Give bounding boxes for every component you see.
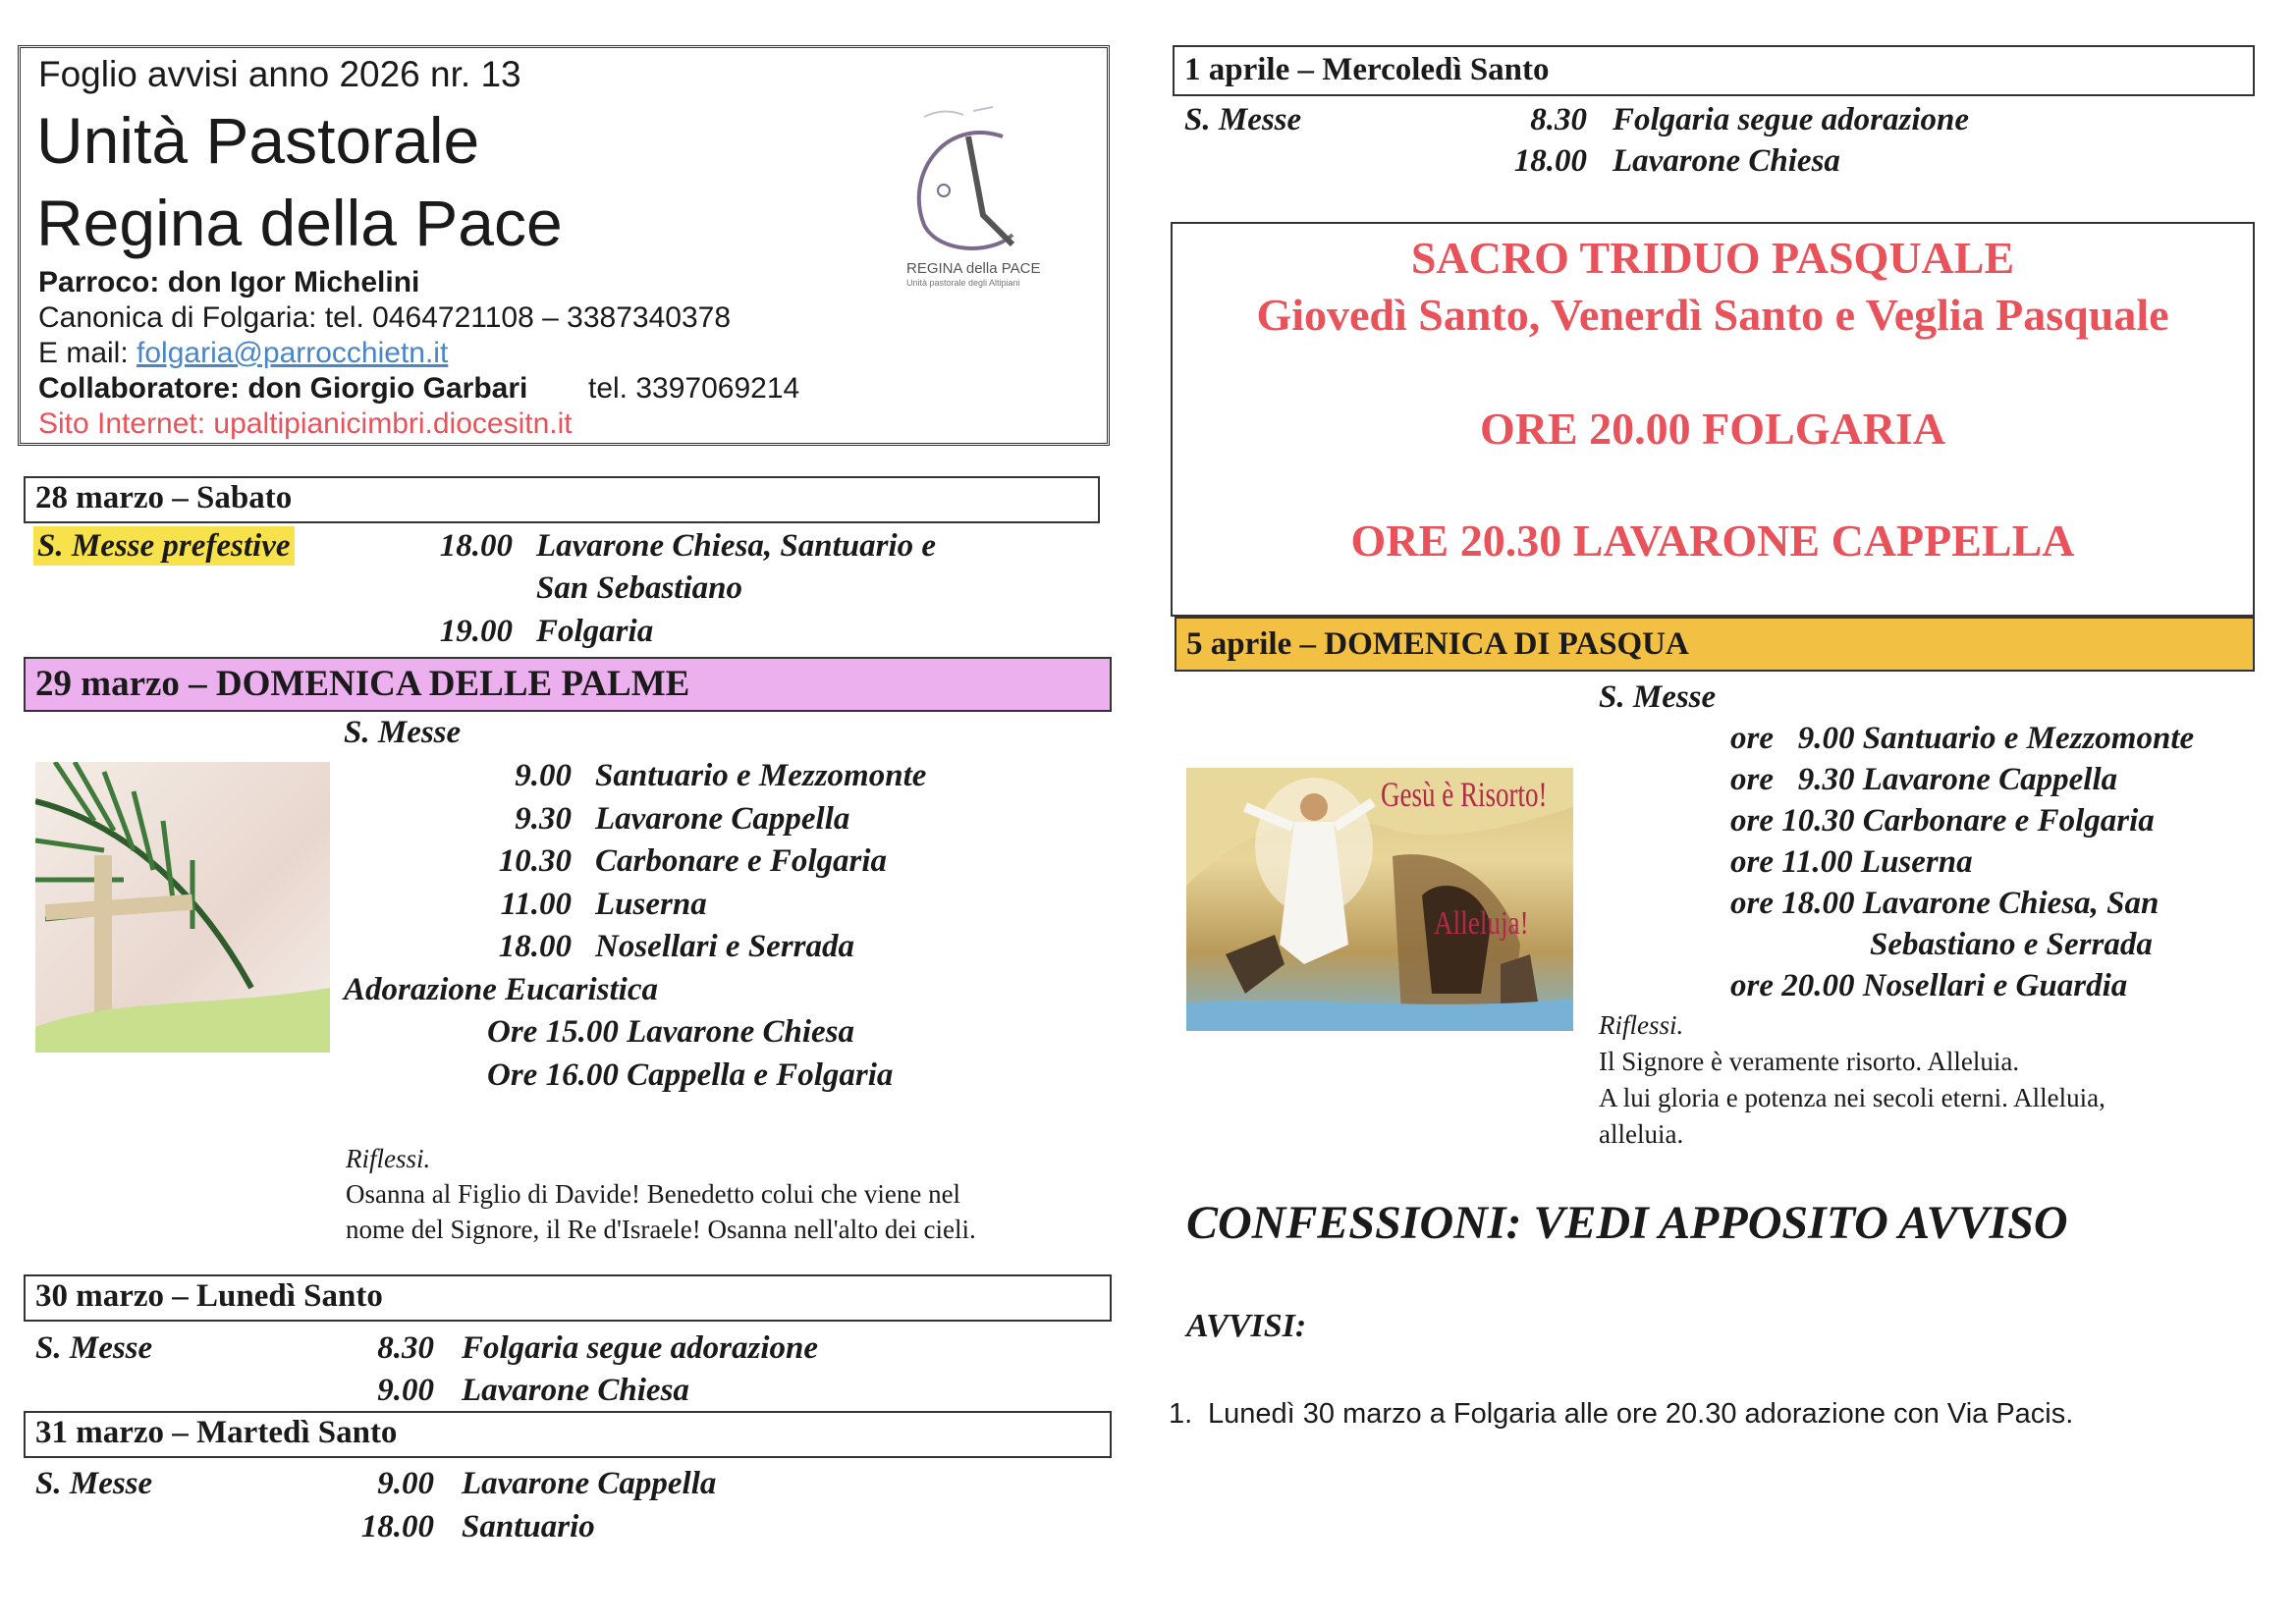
logo-text: REGINA della PACE (906, 260, 1041, 277)
palm-cross-icon (35, 762, 330, 1053)
day-30-label: S. Messe (35, 1330, 153, 1366)
easter-image-sub: Alleluja! (1434, 905, 1529, 942)
day-1-place-2: Lavarone Chiesa (1613, 143, 1840, 179)
day-29-label: S. Messe (344, 715, 462, 750)
day-1-heading: 1 aprile – Mercoledì Santo (1173, 45, 2255, 96)
logo-icon (885, 97, 1052, 264)
avvisi-label: AVVISI: (1186, 1308, 1307, 1344)
day-29-riflessi-line2: nome del Signore, il Re d'Israele! Osanna nell'alto dei cieli. (346, 1215, 976, 1244)
email-link[interactable]: folgaria@parrocchietn.it (137, 337, 449, 369)
day-1-label: S. Messe (1184, 102, 1302, 137)
day-28-place-3: Folgaria (536, 614, 654, 649)
day-30-time-1: 8.30 (377, 1330, 434, 1366)
day-5-row-6: Sebastiano e Serrada (1870, 927, 2153, 962)
day-28-time-1: 18.00 (439, 528, 513, 564)
day-5-row-5: ore 18.00 Lavarone Chiesa, San (1730, 886, 2159, 921)
logo-subtext: Unità pastorale degli Altipiani (906, 278, 1020, 288)
day-5-row-1: ore 9.00 Santuario e Mezzomonte (1730, 721, 2195, 756)
day-29-time-2: 9.30 (515, 801, 572, 837)
page-title-line2: Regina della Pace (36, 187, 563, 259)
logo (885, 97, 1052, 294)
day-5-label: S. Messe (1599, 679, 1717, 715)
day-29-riflessi-label: Riflessi. (346, 1144, 431, 1173)
day-30-heading: 30 marzo – Lunedì Santo (24, 1274, 1112, 1322)
day-30-time-2: 9.00 (377, 1373, 434, 1408)
day-5-riflessi-line3: alleluia. (1599, 1119, 1684, 1149)
triduo-line2: ORE 20.30 LAVARONE CAPPELLA (1350, 515, 2075, 566)
easter-image (1186, 768, 1573, 1031)
day-5-row-4: ore 11.00 Luserna (1730, 844, 1973, 880)
day-29-heading: 29 marzo – DOMENICA DELLE PALME (24, 657, 1112, 712)
email-label: E mail: (38, 337, 137, 369)
day-28-place-2: San Sebastiano (536, 570, 742, 606)
avvisi-item-text: Lunedì 30 marzo a Folgaria alle ore 20.30 adorazione con Via Pacis. (1208, 1398, 2074, 1430)
day-28-place-1: Lavarone Chiesa, Santuario e (536, 528, 937, 564)
day-29-time-3: 10.30 (498, 843, 572, 879)
triduo-line1: ORE 20.00 FOLGARIA (1479, 404, 1946, 454)
day-28-heading: 28 marzo – Sabato (24, 476, 1100, 523)
day-31-place-1: Lavarone Cappella (462, 1466, 717, 1501)
day-1-time-2: 18.00 (1513, 143, 1587, 179)
day-30-place-2: Lavarone Chiesa (462, 1373, 689, 1408)
day-29-place-1: Santuario e Mezzomonte (595, 758, 927, 793)
avvisi-item-1 (1169, 1398, 2073, 1431)
confessioni-notice: CONFESSIONI: VEDI APPOSITO AVVISO (1186, 1197, 2068, 1249)
day-28-label: S. Messe prefestive (33, 526, 295, 566)
avvisi-item-number: 1. (1169, 1398, 1193, 1430)
email-line (38, 337, 448, 370)
day-31-time-1: 9.00 (377, 1466, 434, 1501)
sito-internet[interactable]: Sito Internet: upaltipianicimbri.diocesitn.it (38, 407, 573, 440)
day-29-time-4: 11.00 (500, 887, 572, 922)
day-5-row-3: ore 10.30 Carbonare e Folgaria (1730, 803, 2155, 839)
day-1-place-1: Folgaria segue adorazione (1613, 102, 1970, 137)
easter-image-title: Gesù è Risorto! (1381, 775, 1548, 814)
canonica: Canonica di Folgaria: tel. 0464721108 – 3387340378 (38, 301, 731, 334)
day-29-place-4: Luserna (595, 887, 707, 922)
day-29-place-2: Lavarone Cappella (595, 801, 850, 837)
day-30-place-1: Folgaria segue adorazione (462, 1330, 819, 1366)
collaboratore: Collaboratore: don Giorgio Garbari (38, 372, 528, 405)
day-5-riflessi-label: Riflessi. (1599, 1010, 1684, 1040)
palm-image (35, 762, 330, 1053)
collaboratore-tel: tel. 3397069214 (588, 372, 800, 405)
day-31-place-2: Santuario (462, 1509, 595, 1544)
day-31-heading: 31 marzo – Martedì Santo (24, 1411, 1112, 1458)
day-28-time-3: 19.00 (439, 614, 513, 649)
day-29-time-5: 18.00 (498, 929, 572, 964)
page-title-line1: Unità Pastorale (36, 104, 480, 177)
day-29-adorazione-1: Ore 15.00 Lavarone Chiesa (487, 1014, 854, 1050)
day-5-riflessi-line1: Il Signore è veramente risorto. Alleluia. (1599, 1047, 2020, 1076)
day-29-riflessi-line1: Osanna al Figlio di Davide! Benedetto colui che viene nel (346, 1179, 961, 1209)
day-5-heading: 5 aprile – DOMENICA DI PASQUA (1175, 617, 2255, 672)
day-29-time-1: 9.00 (515, 758, 572, 793)
header-box (18, 45, 1110, 446)
day-5-row-7: ore 20.00 Nosellari e Guardia (1730, 968, 2128, 1003)
day-29-adorazione-2: Ore 16.00 Cappella e Folgaria (487, 1057, 894, 1093)
day-5-row-2: ore 9.30 Lavarone Cappella (1730, 762, 2118, 797)
day-31-time-2: 18.00 (360, 1509, 434, 1544)
triduo-box (1171, 222, 2255, 617)
day-29-place-5: Nosellari e Serrada (595, 929, 854, 964)
issue-line: Foglio avvisi anno 2026 nr. 13 (38, 54, 521, 94)
day-29-place-3: Carbonare e Folgaria (595, 843, 888, 879)
day-1-time-1: 8.30 (1530, 102, 1587, 137)
triduo-title: SACRO TRIDUO PASQUALE (1410, 233, 2015, 283)
parroco: Parroco: don Igor Michelini (38, 266, 420, 298)
day-29-adorazione-label: Adorazione Eucaristica (344, 972, 658, 1007)
day-5-riflessi-line2: A lui gloria e potenza nei secoli eterni. Alleluia, (1599, 1083, 2105, 1112)
day-31-label: S. Messe (35, 1466, 153, 1501)
triduo-subtitle: Giovedì Santo, Venerdì Santo e Veglia Pasquale (1256, 290, 2169, 340)
